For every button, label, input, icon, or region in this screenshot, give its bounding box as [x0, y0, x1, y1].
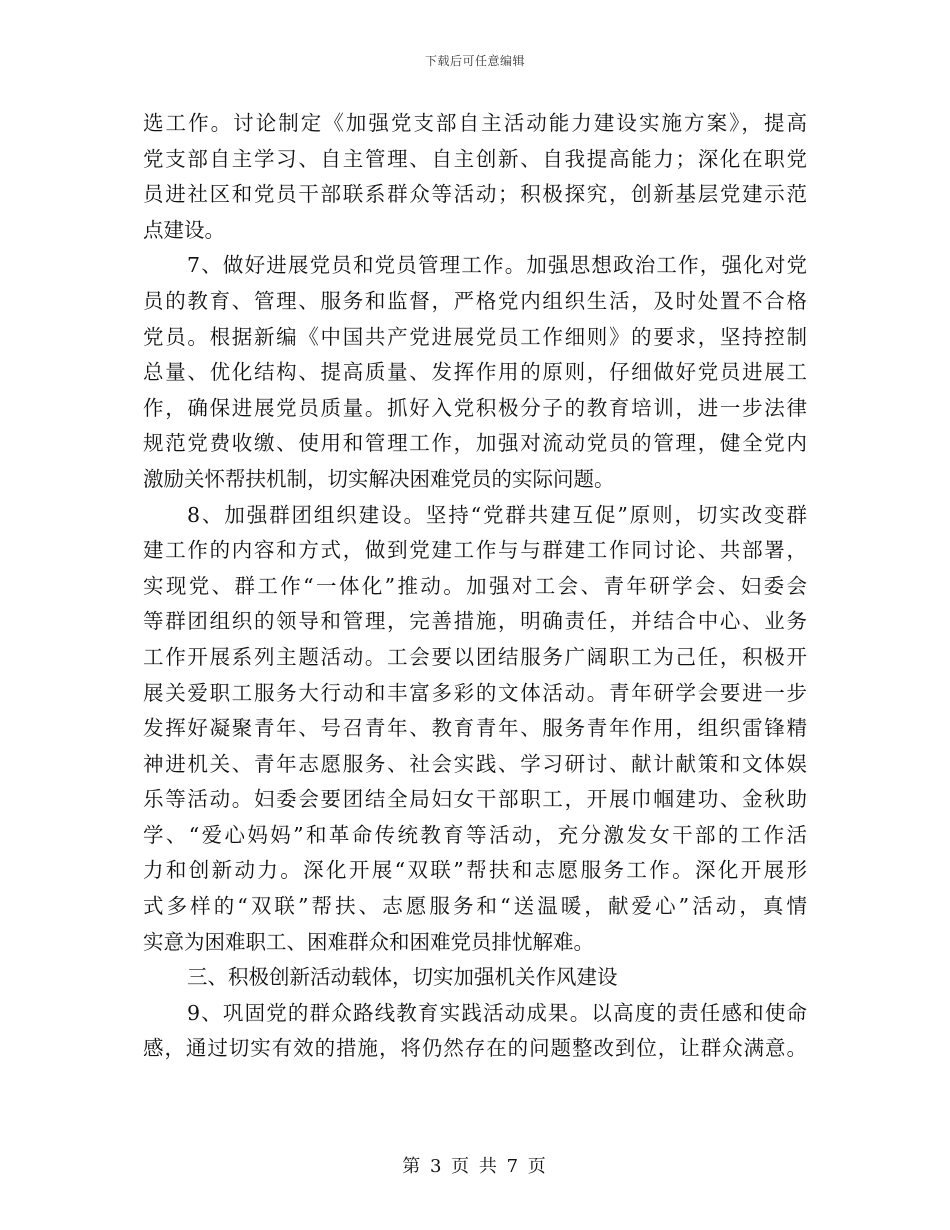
body-text-line: 学、“爱心妈妈”和革命传统教育等活动，充分激发女干部的工作活: [143, 822, 807, 847]
body-text-line: 展关爱职工服务大行动和丰富多彩的文体活动。青年研学会要进一步: [143, 680, 807, 705]
body-text-line: 工作开展系列主题活动。工会要以团结服务广阔职工为己任，积极开: [143, 644, 807, 669]
body-text-line: 实意为困难职工、困难群众和困难党员排忧解难。: [143, 929, 594, 954]
body-text-line: 乐等活动。妇委会要团结全局妇女干部职工，开展巾帼建功、金秋助: [143, 787, 807, 812]
body-text-line: 神进机关、青年志愿服务、社会实践、学习研讨、献计献策和文体娱: [143, 751, 807, 776]
body-text-line: 7、做好进展党员和党员管理工作。加强思想政治工作，强化对党: [187, 253, 807, 278]
page-number-footer: 第 3 页 共 7 页: [402, 1156, 548, 1177]
body-text-line: 作，确保进展党员质量。抓好入党积极分子的教育培训，进一步法律: [143, 395, 807, 420]
body-text-line: 9、巩固党的群众路线教育实践活动成果。以高度的责任感和使命: [187, 1000, 807, 1025]
document-body: [143, 106, 807, 1067]
body-text-line: 激励关怀帮扶机制，切实解决困难党员的实际问题。: [143, 466, 615, 491]
body-text-line: 党员。根据新编《中国共产党进展党员工作细则》的要求，坚持控制: [143, 324, 807, 349]
page-header-note: 下载后可任意编辑: [424, 54, 525, 68]
body-text-line: 力和创新动力。深化开展“双联”帮扶和志愿服务工作。深化开展形: [143, 858, 807, 883]
body-text-line: 三、积极创新活动载体，切实加强机关作风建设: [187, 965, 618, 990]
body-text-line: 总量、优化结构、提高质量、发挥作用的原则，仔细做好党员进展工: [143, 360, 807, 385]
body-text-line: 点建设。: [143, 217, 225, 242]
body-text-line: 员的教育、管理、服务和监督，严格党内组织生活，及时处置不合格: [143, 288, 807, 313]
body-text-line: 建工作的内容和方式，做到党建工作与与群建工作同讨论、共部署，: [143, 538, 807, 563]
body-text-line: 式多样的“双联”帮扶、志愿服务和“送温暖，献爱心”活动，真情: [143, 894, 807, 919]
body-text-line: 党支部自主学习、自主管理、自主创新、自我提高能力；深化在职党: [143, 146, 807, 171]
body-text-line: 实现党、群工作“一体化”推动。加强对工会、青年研学会、妇委会: [143, 573, 807, 598]
body-text-line: 员进社区和党员干部联系群众等活动；积极探究，创新基层党建示范: [143, 182, 807, 207]
body-text-line: 8、加强群团组织建设。坚持“党群共建互促”原则，切实改变群: [187, 502, 807, 527]
body-text-line: 感，通过切实有效的措施，将仍然存在的问题整改到位，让群众满意。: [143, 1036, 807, 1061]
body-text-line: 发挥好凝聚青年、号召青年、教育青年、服务青年作用，组织雷锋精: [143, 716, 807, 741]
body-text-line: 等群团组织的领导和管理，完善措施，明确责任，并结合中心、业务: [143, 609, 807, 634]
body-text-line: 选工作。讨论制定《加强党支部自主活动能力建设实施方案》，提高: [143, 111, 807, 135]
body-text-line: 规范党费收缴、使用和管理工作，加强对流动党员的管理，健全党内: [143, 431, 807, 456]
